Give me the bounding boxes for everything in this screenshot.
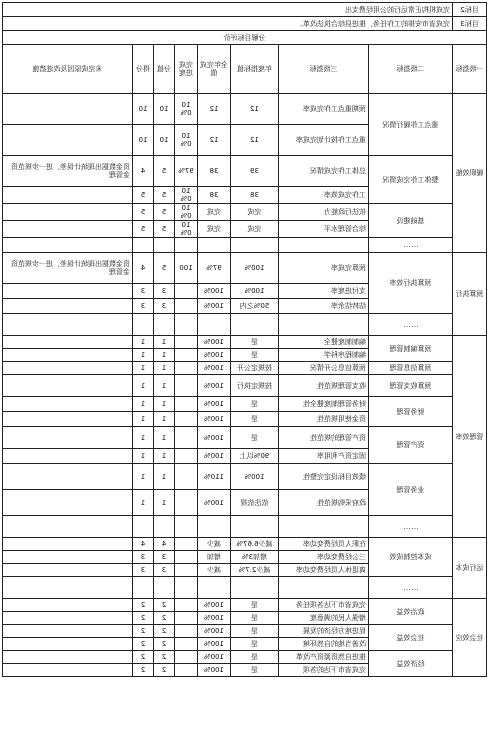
level1-cell: 运行成本 bbox=[453, 538, 487, 599]
table-row bbox=[3, 94, 487, 125]
table-row bbox=[3, 599, 487, 612]
actual-cell: 110% bbox=[198, 464, 231, 490]
rate-cell bbox=[175, 375, 198, 397]
level2-cell: 预算编制管理 bbox=[369, 336, 453, 362]
actual-cell: 增加 bbox=[198, 551, 231, 564]
actual-cell: 100% bbox=[198, 397, 231, 412]
reason-cell bbox=[3, 125, 133, 156]
level3-cell: 完成省市下达的各项 bbox=[279, 664, 369, 677]
score-cell: 10 bbox=[133, 94, 154, 125]
actual-cell: 100% bbox=[198, 427, 231, 449]
weight-cell: 3 bbox=[154, 299, 175, 314]
level3-cell: 工作完成效率 bbox=[279, 187, 369, 204]
target-cell: 是 bbox=[231, 412, 279, 427]
weight-cell: 1 bbox=[154, 397, 175, 412]
reason-cell: 资金数据出现统计误差，进一步规范资金管理 bbox=[3, 156, 133, 187]
actual-cell: 减少 bbox=[198, 564, 231, 577]
level2-cell: 财务管理 bbox=[369, 397, 453, 427]
target-cell: 是 bbox=[231, 349, 279, 362]
rate-cell bbox=[175, 612, 198, 625]
reason-cell bbox=[3, 349, 133, 362]
target-cell: 是 bbox=[231, 336, 279, 349]
weight-cell: 5 bbox=[154, 253, 175, 284]
rate-cell bbox=[175, 464, 198, 490]
weight-cell: 1 bbox=[154, 362, 175, 375]
level3-cell: 在职人员经费变动率 bbox=[279, 538, 369, 551]
actual-cell: 38 bbox=[198, 187, 231, 204]
level3-cell: 三公经费变动率 bbox=[279, 551, 369, 564]
actual-cell: 100% bbox=[198, 362, 231, 375]
actual-cell: 100% bbox=[198, 599, 231, 612]
score-cell: 1 bbox=[133, 490, 154, 516]
weight-cell: 1 bbox=[154, 490, 175, 516]
target-cell: 是 bbox=[231, 427, 279, 449]
score-cell: 3 bbox=[133, 564, 154, 577]
ellipsis-row bbox=[3, 516, 487, 538]
reason-cell bbox=[3, 449, 133, 464]
score-cell: 1 bbox=[133, 464, 154, 490]
reason-cell bbox=[3, 490, 133, 516]
reason-cell bbox=[3, 375, 133, 397]
level3-cell: 预期重点工作完成率 bbox=[279, 94, 369, 125]
score-cell: 2 bbox=[133, 599, 154, 612]
rate-cell: 100% bbox=[175, 94, 198, 125]
target-cell: 增加3% bbox=[231, 551, 279, 564]
weight-cell: 5 bbox=[154, 187, 175, 204]
level3-cell: 依法行政能力 bbox=[279, 204, 369, 221]
rate-cell: 97% bbox=[175, 156, 198, 187]
score-cell: 5 bbox=[133, 221, 154, 238]
score-cell: 5 bbox=[133, 204, 154, 221]
rate-cell bbox=[175, 412, 198, 427]
level2-cell: 社会效益 bbox=[369, 625, 453, 651]
table-row bbox=[3, 156, 487, 187]
rate-cell bbox=[175, 336, 198, 349]
weight-cell: 5 bbox=[154, 204, 175, 221]
level3-cell: 重点工作按计划完成率 bbox=[279, 125, 369, 156]
ellipsis-row bbox=[3, 314, 487, 336]
header-row bbox=[3, 45, 487, 94]
header-reasons: 未完成原因及改进措施 bbox=[3, 45, 133, 94]
reason-cell bbox=[3, 564, 133, 577]
target-cell: 减少2.7% bbox=[231, 564, 279, 577]
rate-cell bbox=[175, 449, 198, 464]
rate-cell bbox=[175, 362, 198, 375]
level3-cell: 促进地方经济的发展 bbox=[279, 625, 369, 638]
table-row bbox=[3, 397, 487, 412]
score-cell: 3 bbox=[133, 299, 154, 314]
actual-cell: 100% bbox=[198, 651, 231, 664]
weight-cell: 3 bbox=[154, 551, 175, 564]
ellipsis-cell: …… bbox=[369, 577, 453, 599]
score-cell: 1 bbox=[133, 362, 154, 375]
actual-cell: 100% bbox=[198, 490, 231, 516]
weight-cell: 2 bbox=[154, 599, 175, 612]
score-cell: 2 bbox=[133, 625, 154, 638]
rate-cell: 100 bbox=[175, 253, 198, 284]
table-row bbox=[3, 538, 487, 551]
target-cell: 完成 bbox=[231, 204, 279, 221]
header-level3: 三级指标 bbox=[279, 45, 369, 94]
actual-cell: 100% bbox=[198, 375, 231, 397]
weight-cell: 2 bbox=[154, 651, 175, 664]
table-row bbox=[3, 427, 487, 449]
level3-cell: 支付进度率 bbox=[279, 284, 369, 299]
rate-cell bbox=[175, 638, 198, 651]
score-cell: 4 bbox=[133, 538, 154, 551]
target-cell: 39 bbox=[231, 156, 279, 187]
weight-cell: 4 bbox=[154, 538, 175, 551]
header-level2: 二级指标 bbox=[369, 45, 453, 94]
level2-cell: 业务管理 bbox=[369, 464, 453, 516]
level2-cell: 经济效益 bbox=[369, 651, 453, 677]
actual-cell: 97% bbox=[198, 253, 231, 284]
level1-cell: 管理效率 bbox=[453, 336, 487, 538]
actual-cell: 100% bbox=[198, 449, 231, 464]
actual-cell: 38 bbox=[198, 156, 231, 187]
weight-cell: 3 bbox=[154, 284, 175, 299]
score-cell: 3 bbox=[133, 551, 154, 564]
goal-text: 完成机构正常运行的公用经费支出 bbox=[3, 3, 453, 17]
target-cell: 100% bbox=[231, 464, 279, 490]
level3-cell: 固定资产利用率 bbox=[279, 449, 369, 464]
reason-cell bbox=[3, 638, 133, 651]
target-cell: 是 bbox=[231, 599, 279, 612]
weight-cell: 1 bbox=[154, 427, 175, 449]
reason-cell bbox=[3, 187, 133, 204]
goal-label: 目标3 bbox=[453, 17, 487, 31]
target-cell: 是 bbox=[231, 397, 279, 412]
level3-cell: 财务管理制度健全性 bbox=[279, 397, 369, 412]
level1-cell: 预算执行 bbox=[453, 253, 487, 336]
target-cell: 100% bbox=[231, 253, 279, 284]
score-cell: 1 bbox=[133, 397, 154, 412]
weight-cell: 10 bbox=[154, 94, 175, 125]
section-title: 分解目标评价 bbox=[3, 31, 487, 45]
weight-cell: 2 bbox=[154, 612, 175, 625]
table-row bbox=[3, 336, 487, 349]
target-cell: 依法依规 bbox=[231, 490, 279, 516]
actual-cell: 12 bbox=[198, 94, 231, 125]
rate-cell bbox=[175, 299, 198, 314]
section-title-row bbox=[3, 31, 487, 45]
weight-cell: 10 bbox=[154, 125, 175, 156]
score-cell: 5 bbox=[133, 187, 154, 204]
goal-label: 目标2 bbox=[453, 3, 487, 17]
rate-cell bbox=[175, 349, 198, 362]
reason-cell: 资金数据出现统计误差，进一步规范资金管理 bbox=[3, 253, 133, 284]
header-completion-rate: 完成进度 bbox=[175, 45, 198, 94]
weight-cell: 2 bbox=[154, 625, 175, 638]
level2-cell: 基础建设 bbox=[369, 204, 453, 238]
actual-cell: 100% bbox=[198, 299, 231, 314]
target-cell: 完成 bbox=[231, 221, 279, 238]
target-cell: 90%以上 bbox=[231, 449, 279, 464]
level2-cell: 资产管理 bbox=[369, 427, 453, 464]
reason-cell bbox=[3, 397, 133, 412]
level3-cell: 离退休人员经费变动率 bbox=[279, 564, 369, 577]
table-row bbox=[3, 204, 487, 221]
rate-cell bbox=[175, 490, 198, 516]
score-cell: 1 bbox=[133, 349, 154, 362]
level2-cell: 政治效益 bbox=[369, 599, 453, 625]
target-cell: 50%之内 bbox=[231, 299, 279, 314]
ellipsis-row bbox=[3, 577, 487, 599]
weight-cell: 1 bbox=[154, 336, 175, 349]
actual-cell: 100% bbox=[198, 612, 231, 625]
rate-cell: 100% bbox=[175, 221, 198, 238]
target-cell: 减少6.67% bbox=[231, 538, 279, 551]
header-level1: 一级指标 bbox=[453, 45, 487, 94]
reason-cell bbox=[3, 299, 133, 314]
level3-cell: 收支管理规范性 bbox=[279, 375, 369, 397]
target-cell: 12 bbox=[231, 125, 279, 156]
reason-cell bbox=[3, 94, 133, 125]
header-score: 得分 bbox=[133, 45, 154, 94]
score-cell: 2 bbox=[133, 664, 154, 677]
level3-cell: 政府采购规范性 bbox=[279, 490, 369, 516]
score-cell: 1 bbox=[133, 412, 154, 427]
table-row bbox=[3, 362, 487, 375]
score-cell: 4 bbox=[133, 253, 154, 284]
rate-cell bbox=[175, 551, 198, 564]
weight-cell: 3 bbox=[154, 564, 175, 577]
score-cell: 1 bbox=[133, 427, 154, 449]
rate-cell: 100% bbox=[175, 187, 198, 204]
rate-cell: 100% bbox=[175, 204, 198, 221]
target-cell: 100% bbox=[231, 284, 279, 299]
header-year-target: 年度指标值 bbox=[231, 45, 279, 94]
score-cell: 3 bbox=[133, 284, 154, 299]
weight-cell: 5 bbox=[154, 156, 175, 187]
level2-cell: 整体工作完成情况 bbox=[369, 156, 453, 204]
weight-cell: 2 bbox=[154, 664, 175, 677]
score-cell: 2 bbox=[133, 651, 154, 664]
reason-cell bbox=[3, 625, 133, 638]
level2-cell: 预算执行效率 bbox=[369, 253, 453, 314]
goal-row bbox=[3, 17, 487, 31]
target-cell: 12 bbox=[231, 94, 279, 125]
level3-cell: 资金使用规范性 bbox=[279, 412, 369, 427]
level3-cell: 预算完成率 bbox=[279, 253, 369, 284]
rate-cell bbox=[175, 664, 198, 677]
mirrored-page bbox=[0, 2, 489, 753]
level3-cell: 预算信息公开情况 bbox=[279, 362, 369, 375]
ellipsis-cell: …… bbox=[369, 238, 453, 253]
reason-cell bbox=[3, 651, 133, 664]
rate-cell bbox=[175, 538, 198, 551]
reason-cell bbox=[3, 427, 133, 449]
reason-cell bbox=[3, 599, 133, 612]
weight-cell: 1 bbox=[154, 449, 175, 464]
level3-cell: 绩效目标设定完整性 bbox=[279, 464, 369, 490]
level3-cell: 完成省市下达各项任务 bbox=[279, 599, 369, 612]
reason-cell bbox=[3, 336, 133, 349]
level3-cell: 改善当地的自然环境 bbox=[279, 638, 369, 651]
actual-cell: 100% bbox=[198, 412, 231, 427]
level3-cell: 推进自然资源资产改革 bbox=[279, 651, 369, 664]
header-full-year: 全年完成值 bbox=[198, 45, 231, 94]
rate-cell bbox=[175, 397, 198, 412]
reason-cell bbox=[3, 284, 133, 299]
reason-cell bbox=[3, 551, 133, 564]
weight-cell: 2 bbox=[154, 638, 175, 651]
goal-text: 完成省市安排的工作任务，推进县综合执法改革。 bbox=[3, 17, 453, 31]
weight-cell: 5 bbox=[154, 221, 175, 238]
weight-cell: 1 bbox=[154, 412, 175, 427]
table-row bbox=[3, 625, 487, 638]
actual-cell: 100% bbox=[198, 638, 231, 651]
rate-cell bbox=[175, 599, 198, 612]
actual-cell: 100% bbox=[198, 664, 231, 677]
target-cell: 按规定执行 bbox=[231, 375, 279, 397]
rate-cell: 100% bbox=[175, 125, 198, 156]
level3-cell: 综合管理水平 bbox=[279, 221, 369, 238]
performance-evaluation-table bbox=[2, 2, 487, 677]
level3-cell: 总体工作完成情况 bbox=[279, 156, 369, 187]
reason-cell bbox=[3, 612, 133, 625]
reason-cell bbox=[3, 362, 133, 375]
level3-cell: 增强人民的满意度 bbox=[279, 612, 369, 625]
reason-cell bbox=[3, 412, 133, 427]
weight-cell: 1 bbox=[154, 375, 175, 397]
actual-cell: 100% bbox=[198, 336, 231, 349]
rate-cell bbox=[175, 284, 198, 299]
weight-cell: 1 bbox=[154, 464, 175, 490]
goal-row bbox=[3, 3, 487, 17]
actual-cell: 100% bbox=[198, 284, 231, 299]
header-weight: 分值 bbox=[154, 45, 175, 94]
target-cell: 是 bbox=[231, 625, 279, 638]
level1-cell: 履职效能 bbox=[453, 94, 487, 253]
table-row bbox=[3, 651, 487, 664]
target-cell: 是 bbox=[231, 664, 279, 677]
score-cell: 1 bbox=[133, 375, 154, 397]
actual-cell: 完成 bbox=[198, 221, 231, 238]
level2-cell: 预算收支管理 bbox=[369, 375, 453, 397]
level3-cell: 编制制度健全 bbox=[279, 336, 369, 349]
rate-cell bbox=[175, 625, 198, 638]
rate-cell bbox=[175, 427, 198, 449]
level3-cell: 编制程序科学 bbox=[279, 349, 369, 362]
level2-cell: 重点工作履行情况 bbox=[369, 94, 453, 156]
ellipsis-cell: …… bbox=[369, 314, 453, 336]
reason-cell bbox=[3, 664, 133, 677]
target-cell: 38 bbox=[231, 187, 279, 204]
target-cell: 按规定公开 bbox=[231, 362, 279, 375]
score-cell: 4 bbox=[133, 156, 154, 187]
level2-cell: 预算信息管理 bbox=[369, 362, 453, 375]
actual-cell: 完成 bbox=[198, 204, 231, 221]
level3-cell: 结转结余率 bbox=[279, 299, 369, 314]
table-row bbox=[3, 375, 487, 397]
score-cell: 10 bbox=[133, 125, 154, 156]
score-cell: 1 bbox=[133, 336, 154, 349]
ellipsis-row bbox=[3, 238, 487, 253]
level1-cell: 社会效应 bbox=[453, 599, 487, 677]
target-cell: 是 bbox=[231, 651, 279, 664]
actual-cell: 减少 bbox=[198, 538, 231, 551]
reason-cell bbox=[3, 204, 133, 221]
table-row bbox=[3, 253, 487, 284]
ellipsis-cell: …… bbox=[369, 516, 453, 538]
target-cell: 是 bbox=[231, 612, 279, 625]
actual-cell: 100% bbox=[198, 625, 231, 638]
reason-cell bbox=[3, 464, 133, 490]
level3-cell: 资产管理的规范性 bbox=[279, 427, 369, 449]
reason-cell bbox=[3, 221, 133, 238]
rate-cell bbox=[175, 564, 198, 577]
actual-cell: 100% bbox=[198, 349, 231, 362]
weight-cell: 1 bbox=[154, 349, 175, 362]
reason-cell bbox=[3, 538, 133, 551]
actual-cell: 12 bbox=[198, 125, 231, 156]
score-cell: 2 bbox=[133, 638, 154, 651]
score-cell: 2 bbox=[133, 612, 154, 625]
table-row bbox=[3, 464, 487, 490]
target-cell: 是 bbox=[231, 638, 279, 651]
rate-cell bbox=[175, 651, 198, 664]
level2-cell: 成本控制成效 bbox=[369, 538, 453, 577]
score-cell: 1 bbox=[133, 449, 154, 464]
